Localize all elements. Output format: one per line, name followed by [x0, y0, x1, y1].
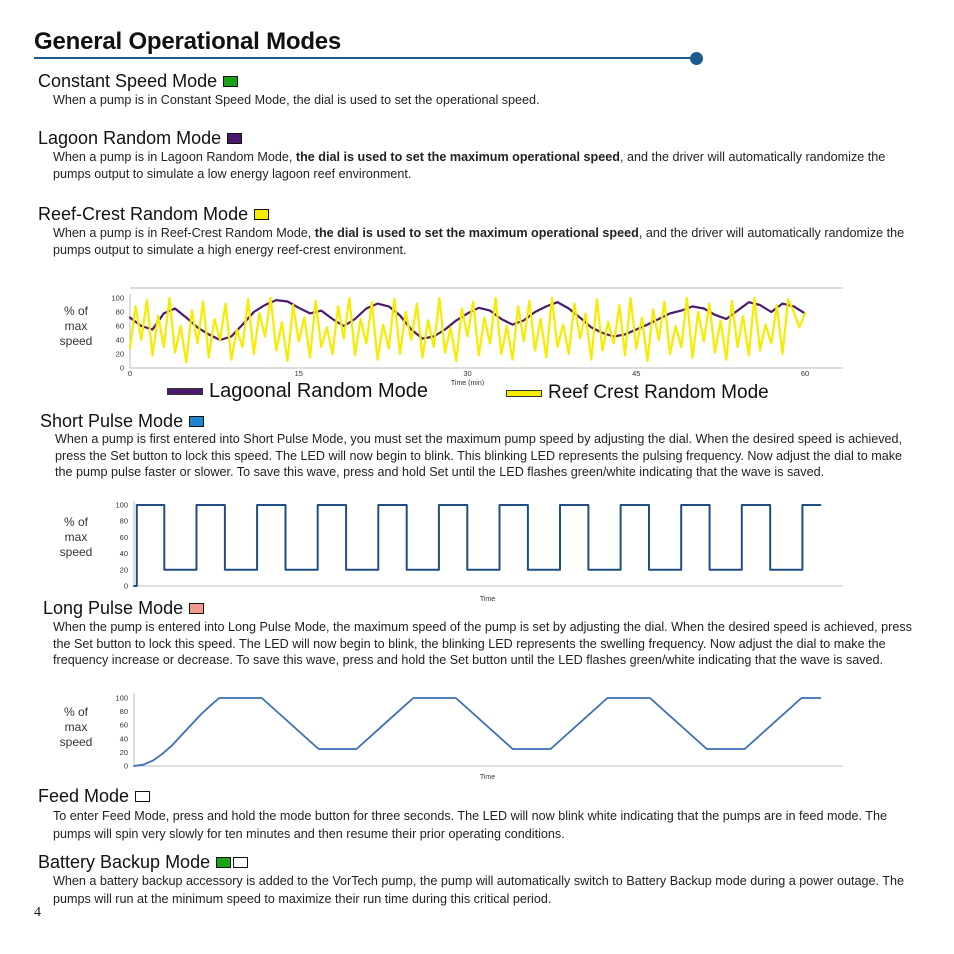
random-ylabel-line-2: max [64, 319, 88, 333]
constant-speed-text: When a pump is in Constant Speed Mode, the dial is used to set the operational speed. [53, 93, 540, 107]
battery-backup-heading-label: Battery Backup Mode [38, 852, 211, 872]
lagoon-random-swatch [227, 133, 242, 144]
reef-text-a: When a pump is in Reef-Crest Random Mode, [53, 226, 315, 240]
y-tick-label: 100 [115, 500, 128, 510]
y-tick-label: 0 [123, 761, 128, 771]
legend-lagoonal [167, 380, 428, 403]
y-tick-label: 60 [119, 532, 128, 542]
y-tick-label: 80 [119, 516, 128, 526]
legend-reef-crest-line [506, 390, 542, 397]
y-tick-label: 20 [119, 747, 128, 757]
reef-text-bold: the dial is used to set the maximum operational speed [314, 226, 639, 240]
short-pulse-heading [40, 411, 204, 432]
reef-crest-text [53, 225, 913, 258]
y-tick-label: 0 [119, 363, 124, 373]
long-chart-ylabel [54, 705, 98, 750]
reef-crest-swatch [254, 209, 269, 220]
short-ylabel-line-3: speed [59, 545, 93, 559]
long-ylabel-line-2: max [64, 720, 88, 734]
y-tick-label: 60 [115, 321, 124, 331]
y-tick-label: 100 [115, 693, 128, 703]
legend-lagoonal-line [167, 388, 203, 395]
x-axis-label: Time [479, 596, 496, 602]
lagoon-text-a: When a pump is in Lagoon Random Mode, [53, 150, 296, 164]
y-tick-label: 100 [111, 293, 124, 303]
short-pulse-text: When a pump is first entered into Short Pulse Mode, you must set the maximum pump speed by adjusting the dial. When the desired speed is achieved, press the Set button to lock this speed. The LED will now begin to blink. This blinking LED represents the pulsing frequency. Now adjust the dial to make the pump pulse faster or slower. To save this wave, press and hold Set until the LED flashes green/white indicating that the wave is saved. [55, 432, 903, 479]
title-rule [34, 57, 694, 59]
feed-mode-swatch [135, 791, 150, 802]
short-chart-ylabel [54, 515, 98, 560]
lagoon-random-heading [38, 128, 242, 149]
y-tick-label: 80 [119, 707, 128, 717]
title-dot-ornament [690, 52, 703, 65]
battery-backup-swatch-green [216, 857, 231, 868]
reef-crest-heading-label: Reef-Crest Random Mode [38, 204, 249, 224]
x-tick-label: 30 [463, 369, 472, 378]
short-pulse-swatch [189, 416, 204, 427]
battery-backup-heading [38, 852, 248, 873]
legend-reef-crest [506, 382, 769, 404]
constant-speed-heading-label: Constant Speed Mode [38, 71, 218, 91]
y-tick-label: 0 [123, 581, 128, 591]
random-ylabel-line-3: speed [59, 334, 93, 348]
random-chart-ylabel [54, 304, 98, 349]
x-axis-label: Time (min) [450, 380, 485, 386]
random-ylabel-line-1: % of [63, 304, 88, 318]
long-ylabel-line-1: % of [63, 705, 88, 719]
x-tick-label: 0 [127, 369, 133, 378]
y-tick-label: 40 [119, 734, 128, 744]
reef-crest-heading [38, 204, 269, 225]
battery-backup-swatch-white [233, 857, 248, 868]
long-pulse-text: When the pump is entered into Long Pulse Mode, the maximum speed of the pump is set by adjusting the dial. When the desired speed is achieved, press the Set button to lock this speed. The LED will now begin to blink, the blinking LED represents the swelling frequency. Now adjust the dial to make the frequency increase or decrease. To save this wave, press and hold the Set button until the LED flashes green/white indicating that the wave is saved. [53, 620, 912, 667]
long-pulse-heading [43, 598, 204, 619]
constant-speed-swatch [223, 76, 238, 87]
legend-reef-crest-label: Reef Crest Random Mode [548, 382, 769, 403]
constant-speed-heading [38, 71, 238, 92]
x-tick-label: 45 [632, 369, 641, 378]
page-title: General Operational Modes [34, 28, 342, 55]
y-tick-label: 20 [119, 565, 128, 575]
legend-lagoonal-label: Lagoonal Random Mode [209, 380, 429, 402]
short-ylabel-line-1: % of [63, 515, 88, 529]
short-pulse-heading-label: Short Pulse Mode [40, 411, 184, 431]
series-line-1 [134, 698, 820, 766]
lagoon-random-text [53, 149, 913, 182]
lagoon-text-bold: the dial is used to set the maximum operational speed [295, 150, 620, 164]
long-pulse-swatch [189, 603, 204, 614]
x-tick-label: 15 [294, 369, 303, 378]
long-pulse-chart [100, 690, 845, 780]
short-pulse-chart [100, 498, 845, 602]
reef-text-b: , and the driver will automatically randomize the pumps output to simulate a high energy reef-crest environment. [53, 226, 905, 257]
series-line-1 [134, 505, 820, 586]
battery-backup-text: When a battery backup accessory is added to the VorTech pump, the pump will automatically switch to Battery Backup mode during a power outage. The pumps will run at the minimum speed to maximize their run time during this critical period. [53, 874, 905, 906]
x-tick-label: 60 [800, 369, 810, 378]
y-tick-label: 80 [115, 307, 124, 317]
y-tick-label: 20 [115, 349, 124, 359]
random-modes-chart [100, 286, 845, 386]
y-tick-label: 60 [119, 720, 128, 730]
long-pulse-heading-label: Long Pulse Mode [43, 598, 184, 618]
feed-mode-heading [38, 786, 150, 807]
y-tick-label: 40 [115, 335, 124, 345]
lagoon-random-heading-label: Lagoon Random Mode [38, 128, 222, 148]
lagoon-text-b: , and the driver will automatically randomize the pumps output to simulate a low energy lagoon reef environment. [53, 150, 886, 181]
page-number: 4 [34, 905, 41, 920]
short-ylabel-line-2: max [64, 530, 88, 544]
feed-mode-text: To enter Feed Mode, press and hold the mode button for three seconds. The LED will now blink white indicating that the pumps are in feed mode. The pumps will spin very slowly for ten minutes and then resume their prior operating conditions. [53, 809, 888, 841]
y-tick-label: 40 [119, 549, 128, 559]
feed-mode-heading-label: Feed Mode [38, 786, 130, 806]
long-ylabel-line-3: speed [59, 735, 93, 749]
x-axis-label: Time [479, 774, 496, 780]
